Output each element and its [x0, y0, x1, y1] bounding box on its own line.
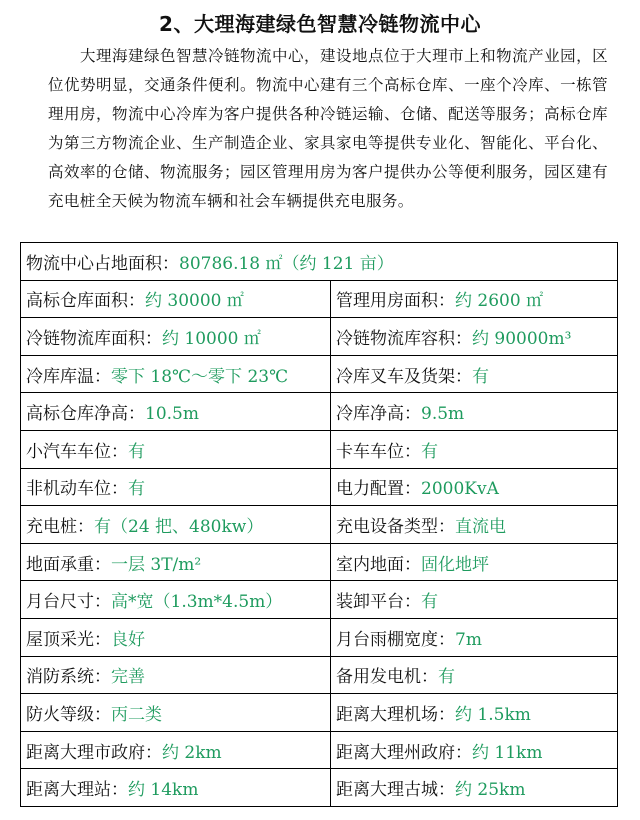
cell-value: 约 25km	[455, 780, 526, 801]
cell-value: 完善	[111, 667, 145, 688]
table-row	[21, 618, 618, 656]
cell-label: 小汽车车位：	[26, 441, 128, 462]
cell-label: 距离大理州政府：	[336, 742, 472, 763]
cell-label: 冷库叉车及货架：	[336, 366, 472, 387]
cell-label: 屋顶采光：	[26, 629, 111, 650]
cell-label: 装卸平台：	[336, 592, 421, 613]
cell-label: 地面承重：	[26, 554, 111, 575]
cell-label: 室内地面：	[336, 554, 421, 575]
cell-value: 7m	[455, 629, 482, 650]
cell-label: 充电设备类型：	[336, 516, 455, 537]
table-row	[21, 393, 618, 431]
cell-label: 距离大理机场：	[336, 704, 455, 725]
cell-label: 充电桩：	[26, 516, 94, 537]
cell-label: 管理用房面积：	[336, 291, 455, 312]
cell-value: 良好	[111, 629, 145, 650]
table-cell	[331, 656, 618, 694]
table-row	[21, 731, 618, 769]
table-cell	[331, 769, 618, 807]
cell-value: 80786.18 ㎡（约 121 亩）	[179, 253, 394, 274]
cell-label: 冷链物流库容积：	[336, 328, 472, 349]
cell-value: 有	[472, 366, 489, 387]
table-cell	[331, 618, 618, 656]
table-cell	[331, 468, 618, 506]
table-cell	[21, 618, 331, 656]
cell-label: 备用发电机：	[336, 667, 438, 688]
cell-label: 高标仓库净高：	[26, 404, 145, 425]
cell-label: 冷库净高：	[336, 404, 421, 425]
cell-label: 消防系统：	[26, 667, 111, 688]
cell-value: 有	[128, 479, 145, 500]
table-cell	[21, 506, 331, 544]
cell-value: 有	[128, 441, 145, 462]
cell-value: 约 30000 ㎡	[145, 291, 244, 312]
cell-value: 有	[421, 592, 438, 613]
cell-label: 距离大理市政府：	[26, 742, 162, 763]
table-row	[21, 430, 618, 468]
table-row	[21, 318, 618, 356]
table-cell	[331, 506, 618, 544]
table-cell	[331, 581, 618, 619]
cell-value: 固化地坪	[421, 554, 489, 575]
cell-label: 卡车车位：	[336, 441, 421, 462]
table-row	[21, 280, 618, 318]
cell-value: 直流电	[455, 516, 506, 537]
table-cell	[21, 468, 331, 506]
cell-label: 距离大理古城：	[336, 780, 455, 801]
cell-label: 电力配置：	[336, 479, 421, 500]
cell-label: 非机动车位：	[26, 479, 128, 500]
table-row	[21, 355, 618, 393]
table-cell	[331, 430, 618, 468]
cell-value: 零下 18℃～零下 23℃	[111, 366, 289, 387]
cell-value: 约 11km	[472, 742, 543, 763]
table-row	[21, 769, 618, 807]
cell-value: 约 10000 ㎡	[162, 328, 261, 349]
cell-label: 物流中心占地面积：	[26, 253, 179, 274]
cell-label: 冷库库温：	[26, 366, 111, 387]
table-cell	[21, 280, 331, 318]
table-row	[21, 506, 618, 544]
cell-value: 10.5m	[145, 404, 199, 425]
table-cell	[21, 731, 331, 769]
cell-value: 丙二类	[111, 704, 162, 725]
table-cell	[331, 543, 618, 581]
table-row	[21, 243, 618, 281]
cell-label: 高标仓库面积：	[26, 291, 145, 312]
cell-value: 一层 3T/m²	[111, 554, 202, 575]
cell-value: 有	[421, 441, 438, 462]
table-cell	[21, 694, 331, 732]
cell-value: 约 1.5km	[455, 704, 531, 725]
cell-value: 约 2600 ㎡	[455, 291, 544, 312]
cell-value: 2000KvA	[421, 479, 499, 500]
table-cell	[21, 355, 331, 393]
table-cell	[331, 731, 618, 769]
cell-value: 约 90000m³	[472, 328, 572, 349]
cell-label: 月台尺寸：	[26, 592, 111, 613]
table-cell	[331, 694, 618, 732]
cell-label: 距离大理站：	[26, 780, 128, 801]
table-cell	[21, 656, 331, 694]
cell-value: 有（24 把、480kw）	[94, 516, 264, 537]
cell-label: 防火等级：	[26, 704, 111, 725]
table-cell	[21, 581, 331, 619]
table-cell	[21, 393, 331, 431]
section-title: 2、大理海建绿色智慧冷链物流中心	[159, 12, 481, 36]
cell-value: 约 14km	[128, 780, 199, 801]
table-row	[21, 468, 618, 506]
table-cell	[21, 318, 331, 356]
spec-table	[20, 242, 618, 807]
cell-value: 9.5m	[421, 404, 465, 425]
intro-paragraph: 大理海建绿色智慧冷链物流中心，建设地点位于大理市上和物流产业园，区位优势明显，交通条件便利。物流中心建有三个高标仓库、一座个冷库、一栋管理用房，物流中心冷库为客户提供各种冷链运输、仓储、配送等服务；高标仓库为第三方物流企业、生产制造企业、家具家电等提供专业化、智能化、平台化、高效率的仓储、物流服务；园区管理用房为客户提供办公等便利服务，园区建有充电桩全天候为物流车辆和社会车辆提供充电服务。	[48, 47, 608, 210]
table-row	[21, 694, 618, 732]
table-row	[21, 581, 618, 619]
table-cell	[21, 543, 331, 581]
cell-label: 月台雨棚宽度：	[336, 629, 455, 650]
table-row	[21, 543, 618, 581]
table-cell	[331, 393, 618, 431]
table-cell	[331, 280, 618, 318]
table-cell	[331, 355, 618, 393]
table-cell	[21, 430, 331, 468]
cell-label: 冷链物流库面积：	[26, 328, 162, 349]
table-cell	[21, 243, 618, 281]
cell-value: 有	[438, 667, 455, 688]
table-row	[21, 656, 618, 694]
cell-value: 约 2km	[162, 742, 222, 763]
cell-value: 高*宽（1.3m*4.5m）	[111, 592, 283, 613]
table-cell	[21, 769, 331, 807]
table-cell	[331, 318, 618, 356]
